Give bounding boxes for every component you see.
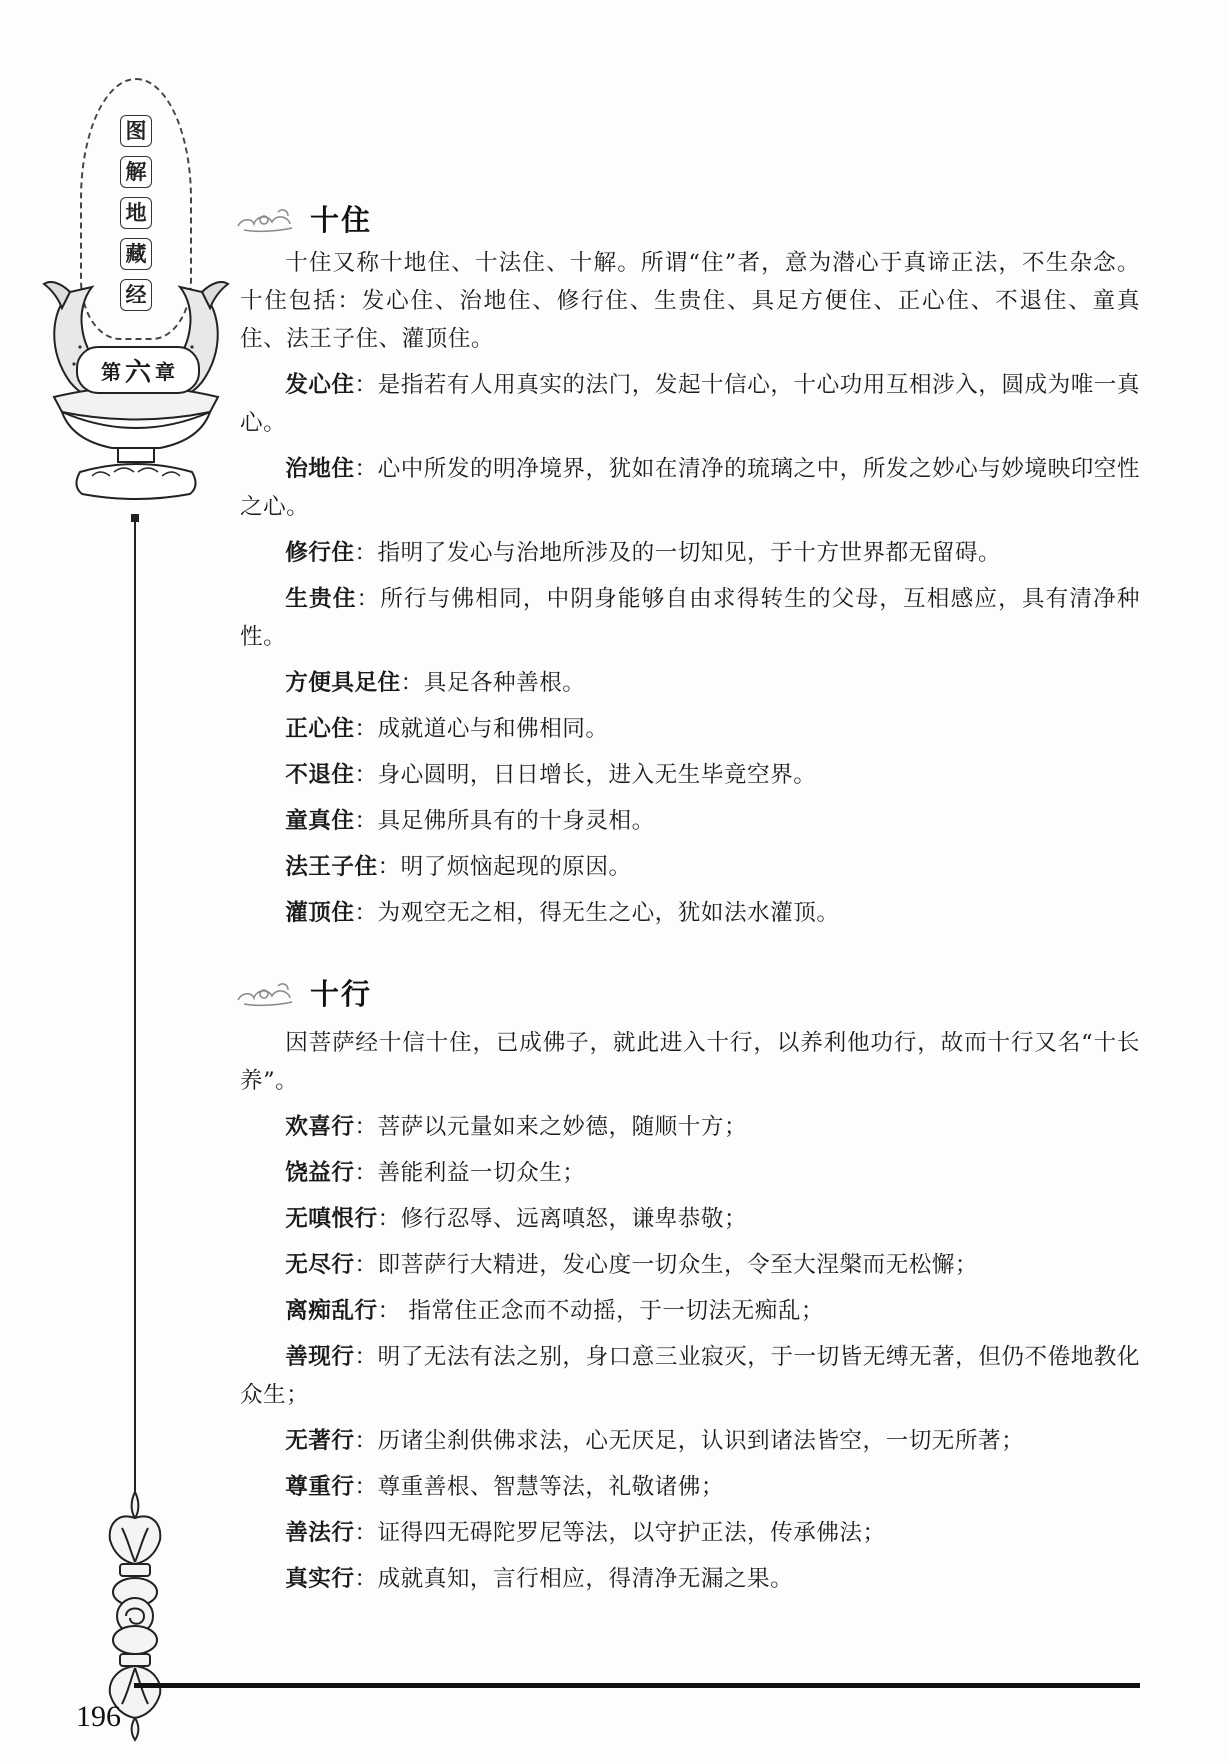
definition-term: 善法行 bbox=[285, 1520, 355, 1546]
definition-term: 欢喜行 bbox=[285, 1114, 355, 1140]
definition-term: 离痴乱行 bbox=[285, 1298, 378, 1324]
definition-text: ：心中所发的明净境界，犹如在清净的琉璃之中，所发之妙心与妙境映印空性之心。 bbox=[240, 456, 1141, 520]
definition-text: ：善能利益一切众生； bbox=[354, 1160, 586, 1186]
definition-item bbox=[240, 664, 1140, 702]
sidebar-vertical-line bbox=[134, 516, 136, 1498]
definition-text: ：明了烦恼起现的原因。 bbox=[377, 854, 632, 880]
book-title-char: 解 bbox=[120, 156, 152, 188]
definition-term: 真实行 bbox=[285, 1566, 355, 1592]
definition-term: 童真住 bbox=[285, 808, 355, 834]
definition-text: ：证得四无碍陀罗尼等法，以守护正法，传承佛法； bbox=[354, 1520, 886, 1546]
footer-rule bbox=[134, 1683, 1140, 1688]
definition-text: ：尊重善根、智慧等法，礼敬诸佛； bbox=[354, 1474, 724, 1500]
definition-term: 饶益行 bbox=[285, 1160, 355, 1186]
definition-term: 不退住 bbox=[285, 762, 355, 788]
definition-text: ：历诸尘刹供佛求法，心无厌足，认识到诸法皆空，一切无所著； bbox=[354, 1428, 1025, 1454]
definition-text: ：身心圆明，日日增长，进入无生毕竟空界。 bbox=[354, 762, 817, 788]
definition-item bbox=[240, 756, 1140, 794]
definition-item bbox=[240, 450, 1140, 526]
definition-item bbox=[240, 848, 1140, 886]
book-title-char: 经 bbox=[120, 279, 152, 311]
definition-item bbox=[240, 1246, 1140, 1284]
definition-text: ：成就道心与和佛相同。 bbox=[354, 716, 609, 742]
section-title: 十住 bbox=[310, 203, 373, 237]
definition-text: ：明了无法有法之别，身口意三业寂灭，于一切皆无缚无著，但仍不倦地教化众生； bbox=[240, 1344, 1141, 1408]
definition-term: 尊重行 bbox=[285, 1474, 355, 1500]
definition-item bbox=[240, 1108, 1140, 1146]
definition-text: ：即菩萨行大精进，发心度一切众生，令至大涅槃而无松懈； bbox=[354, 1252, 978, 1278]
definition-text: ：具足佛所具有的十身灵相。 bbox=[354, 808, 655, 834]
section-heading-shizhu bbox=[234, 198, 372, 239]
auspicious-cloud-icon bbox=[234, 976, 298, 1010]
definition-text: ：具足各种善根。 bbox=[400, 670, 586, 696]
book-title-char: 藏 bbox=[120, 238, 152, 270]
section-body-shizhu bbox=[240, 244, 1140, 940]
definition-item bbox=[240, 1514, 1140, 1552]
definition-item bbox=[240, 1338, 1140, 1414]
section-intro: 因菩萨经十信十住，已成佛子，就此进入十行，以养利他功行，故而十行又名“十长养”。 bbox=[240, 1030, 1140, 1094]
auspicious-cloud-icon bbox=[234, 202, 298, 236]
definition-text: ：修行忍辱、远离嗔怒，谦卑恭敬； bbox=[377, 1206, 748, 1232]
definition-term: 法王子住 bbox=[285, 854, 378, 880]
definition-text: ：指明了发心与治地所涉及的一切知见，于十方世界都无留碍。 bbox=[354, 540, 1002, 566]
definition-term: 修行住 bbox=[285, 540, 355, 566]
definition-item bbox=[240, 534, 1140, 572]
definition-term: 治地住 bbox=[285, 456, 355, 482]
chapter-badge bbox=[76, 346, 200, 394]
chapter-prefix: 第 bbox=[100, 359, 121, 384]
definition-item bbox=[240, 580, 1140, 656]
chapter-suffix: 章 bbox=[155, 359, 175, 384]
section-title: 十行 bbox=[310, 977, 373, 1011]
definition-text: ：是指若有人用真实的法门，发起十信心，十心功用互相涉入，圆成为唯一真心。 bbox=[240, 372, 1141, 436]
definition-item bbox=[240, 1154, 1140, 1192]
definition-item bbox=[240, 894, 1140, 932]
page-number: 196 bbox=[76, 1700, 121, 1733]
definition-text: ： 指常住正念而不动摇，于一切法无痴乱； bbox=[377, 1298, 825, 1324]
definition-item bbox=[240, 1292, 1140, 1330]
section-heading-shixing bbox=[234, 972, 372, 1013]
chapter-number: 六 bbox=[124, 357, 151, 388]
definition-item bbox=[240, 1468, 1140, 1506]
definition-text: ：成就真知，言行相应，得清净无漏之果。 bbox=[354, 1566, 794, 1592]
definition-item bbox=[240, 366, 1140, 442]
definition-term: 发心住 bbox=[285, 372, 355, 398]
definition-item bbox=[240, 1422, 1140, 1460]
book-title-char: 图 bbox=[120, 115, 152, 147]
definition-term: 无嗔恨行 bbox=[285, 1206, 378, 1232]
definition-text: ：菩萨以元量如来之妙德，随顺十方； bbox=[354, 1114, 748, 1140]
definition-item bbox=[240, 1560, 1140, 1598]
book-title-char: 地 bbox=[120, 197, 152, 229]
definition-term: 无著行 bbox=[285, 1428, 355, 1454]
definition-term: 无尽行 bbox=[285, 1252, 355, 1278]
definition-term: 生贵住 bbox=[285, 586, 357, 612]
definition-term: 善现行 bbox=[285, 1344, 355, 1370]
definition-text: ：所行与佛相同，中阴身能够自由求得转生的父母，互相感应，具有清净种性。 bbox=[240, 586, 1141, 650]
definition-term: 方便具足住 bbox=[285, 670, 401, 696]
section-intro: 十住又称十地住、十法住、十解。所谓“住”者，意为潜心于真谛正法，不生杂念。十住包括：发心住、治地住、修行住、生贵住、具足方便住、正心住、不退住、童真住、法王子住、灌顶住。 bbox=[240, 250, 1140, 352]
definition-item bbox=[240, 710, 1140, 748]
definition-item bbox=[240, 1200, 1140, 1238]
section-body-shixing bbox=[240, 1024, 1140, 1606]
definition-term: 正心住 bbox=[285, 716, 355, 742]
definition-term: 灌顶住 bbox=[285, 900, 355, 926]
definition-text: ：为观空无之相，得无生之心，犹如法水灌顶。 bbox=[354, 900, 840, 926]
definition-item bbox=[240, 802, 1140, 840]
